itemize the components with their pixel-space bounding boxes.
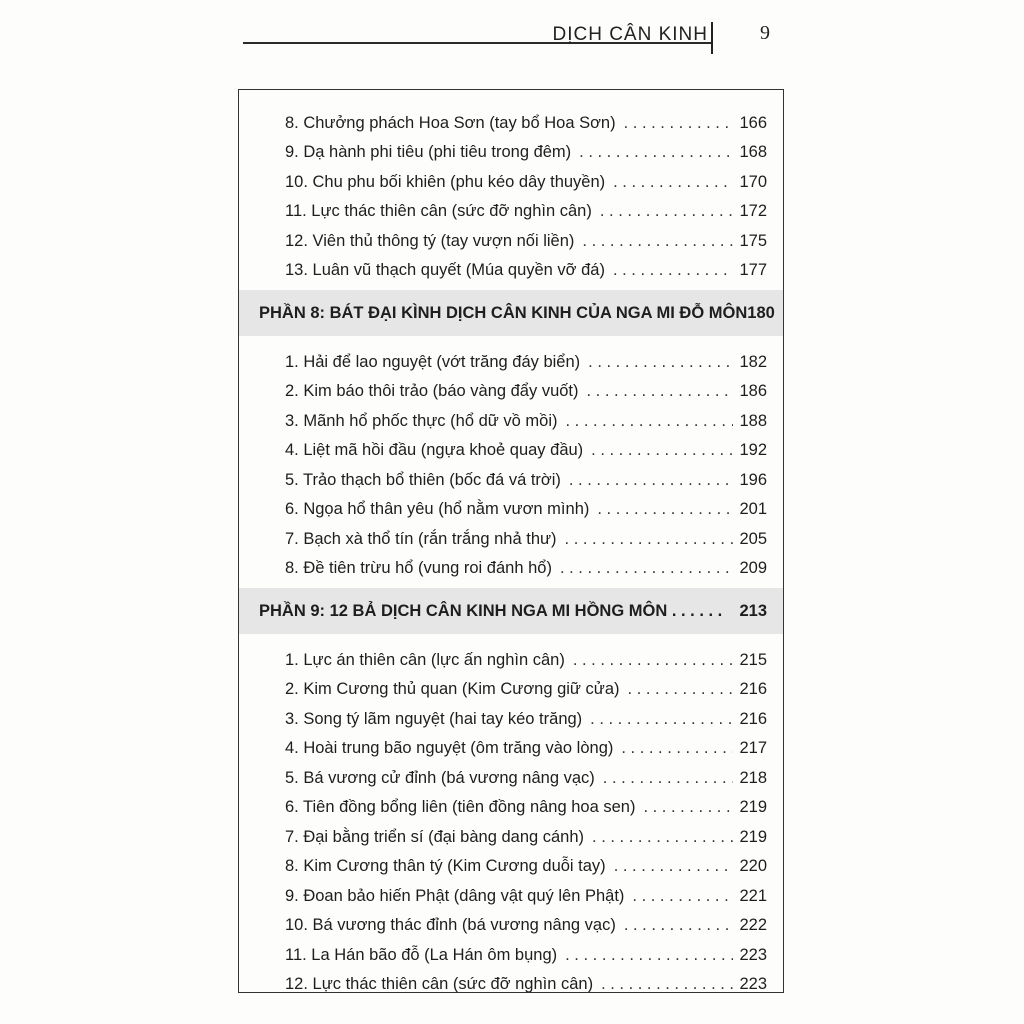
- dot-leader: [592, 828, 733, 847]
- dot-leader: [600, 202, 734, 221]
- toc-entry-title: 11. Lực thác thiên cân (sức đỡ nghìn cân): [285, 202, 592, 220]
- toc-entry-title: 9. Dạ hành phi tiêu (phi tiêu trong đêm): [285, 143, 572, 161]
- dot-leader: [579, 143, 733, 162]
- header-divider: [711, 22, 713, 54]
- toc-entry-title: 8. Kim Cương thân tý (Kim Cương duỗi tay): [285, 857, 606, 875]
- dot-leader: [613, 173, 733, 192]
- toc-entry-page: 219: [739, 798, 767, 816]
- toc-entry[interactable]: [239, 519, 783, 549]
- toc-entry[interactable]: [239, 935, 783, 965]
- toc-entry-title: 6. Ngọa hổ thân yêu (hổ nằm vươn mình): [285, 500, 590, 518]
- dot-leader: [573, 651, 734, 670]
- toc-entry-page: 220: [739, 857, 767, 875]
- toc-entry-title: 3. Mãnh hổ phốc thực (hổ dữ vồ mồi): [285, 411, 558, 430]
- toc-entry-page: 201: [739, 500, 767, 518]
- dot-leader: [624, 916, 734, 935]
- toc-entry-title: 10. Chu phu bối khiên (phu kéo dây thuyền): [285, 172, 606, 191]
- toc-entry-title: 4. Hoài trung bão nguyệt (ôm trăng vào lòng): [285, 739, 614, 757]
- dot-leader: [569, 471, 734, 490]
- toc-entry[interactable]: [239, 906, 783, 936]
- toc-entry-page: 209: [739, 559, 767, 577]
- toc-entry[interactable]: [239, 670, 783, 700]
- toc-entry-title: 4. Liệt mã hồi đầu (ngựa khoẻ quay đầu): [285, 441, 584, 459]
- toc-entry-page: 216: [739, 709, 767, 728]
- dot-leader: [643, 798, 733, 817]
- toc-entry-title: 7. Đại bằng triển sí (đại bàng dang cánh): [285, 827, 585, 846]
- toc-group-continued: [239, 90, 783, 280]
- toc-entry-page: 175: [739, 231, 767, 250]
- dot-leader: [588, 353, 733, 372]
- toc-entry-title: 1. Hải để lao nguyệt (vớt trăng đáy biển): [285, 352, 581, 371]
- part-9-header[interactable]: [239, 588, 783, 634]
- dot-leader: [597, 500, 733, 519]
- toc-entry[interactable]: [239, 103, 783, 133]
- toc-entry-page: 192: [739, 441, 767, 459]
- dot-leader: [632, 887, 733, 906]
- toc-entry-page: 221: [739, 886, 767, 905]
- toc-entry[interactable]: [239, 699, 783, 729]
- toc-entry-page: 215: [739, 650, 767, 669]
- toc-entry-page: 177: [739, 261, 767, 279]
- toc-entry-title: 5. Trảo thạch bổ thiên (bốc đá vá trời): [285, 470, 561, 489]
- toc-entry-page: 168: [739, 143, 767, 161]
- toc-entry-page: 186: [739, 382, 767, 400]
- toc-entry[interactable]: [239, 460, 783, 490]
- toc-entry[interactable]: [239, 490, 783, 520]
- toc-entry-page: 166: [739, 113, 767, 132]
- toc-entry-page: 219: [739, 827, 767, 846]
- toc-entry-title: 10. Bá vương thác đỉnh (bá vương nâng vạc): [285, 916, 616, 934]
- toc-entry[interactable]: [239, 251, 783, 281]
- toc-entry[interactable]: [239, 965, 783, 994]
- toc-entry[interactable]: [239, 640, 783, 670]
- page-number: 9: [760, 22, 770, 44]
- toc-entry-page: 223: [739, 945, 767, 964]
- toc-entry[interactable]: [239, 758, 783, 788]
- toc-entry[interactable]: [239, 192, 783, 222]
- toc-entry-title: 5. Bá vương cử đỉnh (bá vương nâng vạc): [285, 768, 595, 787]
- dot-leader: [628, 680, 734, 699]
- part-8-page: 180: [747, 303, 775, 322]
- toc-entry-page: 188: [739, 411, 767, 430]
- part-9-title: PHẦN 9: 12 BẢ DỊCH CÂN KINH NGA MI HỒNG MÔN . . . . . .: [259, 601, 723, 620]
- toc-entry[interactable]: [239, 401, 783, 431]
- toc-entry-title: 6. Tiên đồng bổng liên (tiên đồng nâng hoa sen): [285, 798, 636, 816]
- toc-entry[interactable]: [239, 342, 783, 372]
- toc-entry-title: 8. Đề tiên trừu hổ (vung roi đánh hổ): [285, 559, 552, 577]
- toc-entry-page: 216: [739, 680, 767, 698]
- toc-entry-page: 205: [739, 529, 767, 548]
- book-title: DỊCH CÂN KINH: [552, 24, 708, 45]
- part-8-header[interactable]: [239, 290, 783, 336]
- dot-leader: [565, 530, 734, 549]
- toc-entry[interactable]: [239, 876, 783, 906]
- dot-leader: [560, 559, 734, 578]
- toc-entry[interactable]: [239, 817, 783, 847]
- toc-entry-title: 8. Chưởng phách Hoa Sơn (tay bổ Hoa Sơn): [285, 113, 616, 132]
- toc-entry-page: 196: [739, 470, 767, 489]
- toc-entry[interactable]: [239, 847, 783, 877]
- toc-entry-title: 3. Song tý lãm nguyệt (hai tay kéo trăng): [285, 709, 583, 728]
- part-8-entries: [239, 336, 783, 578]
- toc-entry[interactable]: [239, 431, 783, 461]
- toc-entry-page: 170: [739, 172, 767, 191]
- dot-leader: [565, 412, 733, 431]
- dot-leader: [591, 441, 733, 460]
- toc-entry-page: 223: [739, 975, 767, 993]
- toc-entry-title: 2. Kim Cương thủ quan (Kim Cương giữ cửa): [285, 680, 620, 698]
- dot-leader: [590, 710, 733, 729]
- toc-entry[interactable]: [239, 549, 783, 579]
- toc-entry-title: 13. Luân vũ thạch quyết (Múa quyền vỡ đá): [285, 261, 605, 279]
- dot-leader: [565, 946, 733, 965]
- toc-entry-page: 218: [739, 768, 767, 787]
- toc-entry-page: 172: [739, 202, 767, 220]
- toc-entry[interactable]: [239, 372, 783, 402]
- part-9-entries: [239, 634, 783, 993]
- dot-leader: [621, 739, 733, 758]
- dot-leader: [613, 261, 734, 280]
- toc-entry-title: 7. Bạch xà thổ tín (rắn trắng nhả thư): [285, 529, 557, 548]
- dot-leader: [582, 232, 733, 251]
- toc-entry[interactable]: [239, 221, 783, 251]
- dot-leader: [587, 382, 734, 401]
- dot-leader: [624, 114, 734, 133]
- part-9-page: 213: [739, 601, 767, 620]
- part-8-title: PHẦN 8: BÁT ĐẠI KÌNH DỊCH CÂN KINH CỦA NGA MI ĐỖ MÔN: [259, 303, 748, 322]
- toc-entry-title: 11. La Hán bão đỗ (La Hán ôm bụng): [285, 945, 558, 964]
- toc-entry-title: 12. Lực thác thiên cân (sức đỡ nghìn cân): [285, 975, 594, 993]
- toc-entry-page: 217: [739, 739, 767, 757]
- toc-entry-title: 12. Viên thủ thông tý (tay vượn nối liền): [285, 231, 575, 250]
- toc-entry[interactable]: [239, 133, 783, 163]
- running-header: [0, 0, 1024, 60]
- table-of-contents: [238, 89, 784, 993]
- dot-leader: [601, 975, 733, 993]
- toc-entry-page: 182: [739, 352, 767, 371]
- toc-entry[interactable]: [239, 788, 783, 818]
- toc-entry-title: 1. Lực án thiên cân (lực ấn nghìn cân): [285, 650, 565, 669]
- toc-entry-title: 9. Đoan bảo hiến Phật (dâng vật quý lên Phật): [285, 886, 625, 905]
- toc-entry[interactable]: [239, 162, 783, 192]
- toc-entry-title: 2. Kim báo thôi trảo (báo vàng đẩy vuốt): [285, 382, 579, 400]
- toc-entry[interactable]: [239, 729, 783, 759]
- dot-leader: [614, 857, 734, 876]
- toc-entry-page: 222: [739, 916, 767, 934]
- dot-leader: [603, 769, 734, 788]
